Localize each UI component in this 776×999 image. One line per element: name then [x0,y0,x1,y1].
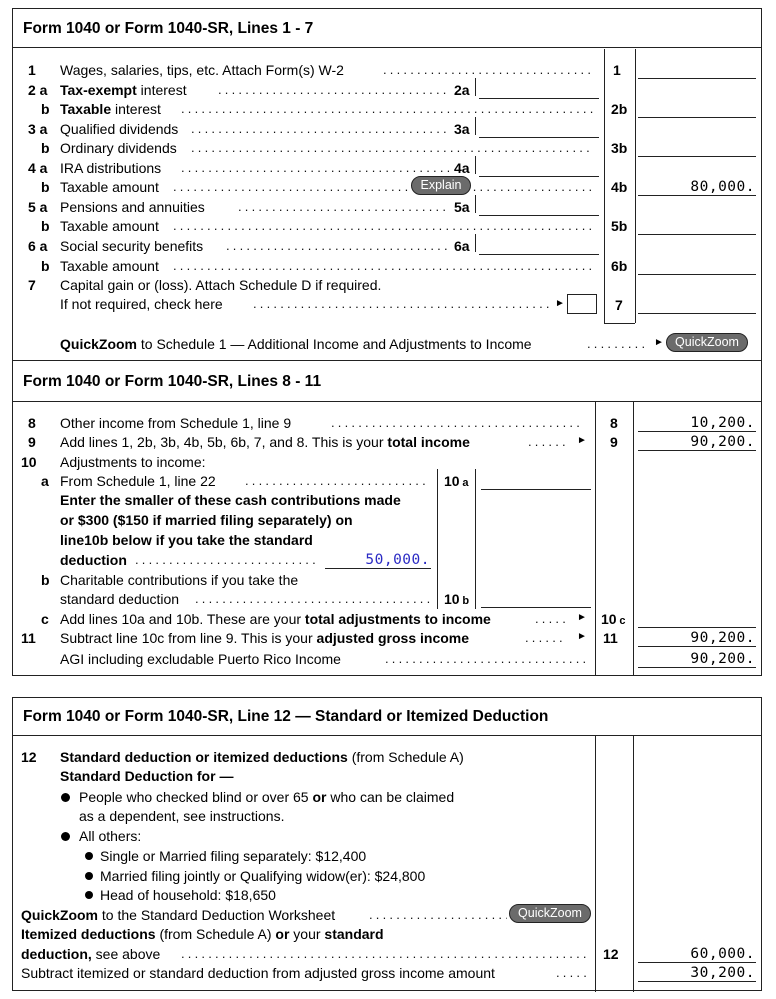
line-letter: b [41,101,50,117]
right-pointer-arrow-icon: ► [577,435,587,446]
box-label: 4b [611,179,628,195]
line-4b-amount: 80,000. [690,179,755,195]
bullet-icon [85,872,93,880]
column-divider [604,49,605,323]
box-label: 9 [610,434,618,450]
column-divider [635,49,636,323]
section-lines-1-7 [12,8,762,361]
line-label: Pensions and annuities [60,199,205,215]
section-lines-8-11 [12,360,762,676]
box-label: 4a [454,160,470,176]
line-label: Other income from Schedule 1, line 9 [60,415,292,431]
column-divider [595,736,596,992]
right-pointer-arrow-icon: ► [577,631,587,642]
box-label: 10 b [444,591,470,607]
line-label: Add lines 10a and 10b. These are your total adjustments to income [60,611,491,627]
line-label: Ordinary dividends [60,140,177,156]
leader-dots [135,551,320,569]
all-others-label: All others: [79,828,142,844]
line-number: 11 [21,630,36,646]
bullet-icon [85,891,93,899]
box-label: 3a [454,121,470,137]
leader-dots [369,906,507,924]
leader-dots [238,198,449,216]
line-6a-amount-field[interactable] [479,237,599,255]
line-letter: b [41,140,50,156]
right-pointer-arrow-icon: ► [654,337,664,348]
line-11-amount: 90,200. [690,630,755,646]
line-letter: b [41,179,50,195]
leader-dots [195,590,430,608]
line-label-continued: standard deduction [60,591,180,607]
right-pointer-arrow-icon: ► [555,298,565,309]
leader-dots [191,120,449,138]
leader-dots [173,178,593,196]
column-divider [633,736,634,992]
line-label: Taxable interest [60,101,161,117]
contribution-instruction: Enter the smaller of these cash contributions made [60,492,401,508]
line-7-checkbox[interactable] [567,294,597,314]
column-bottom [604,323,635,324]
leader-dots [385,650,590,668]
line-label: Subtract line 10c from line 9. This is your adjusted gross income [60,630,470,646]
line-label: Add lines 1, 2b, 3b, 4b, 5b, 6b, 7, and 8. This is your total income [60,434,470,450]
line-label: Taxable amount [60,218,159,234]
section-title: Form 1040 or Form 1040-SR, Lines 8 - 11 [13,361,761,402]
subtract-amount: 30,200. [690,965,755,981]
line-number: 10 [21,454,37,470]
line-label: Social security benefits [60,238,204,254]
leader-dots [226,237,449,255]
leader-dots [253,295,553,313]
people-blind-label-continued: as a dependent, see instructions. [79,808,285,824]
line-letter: a [41,473,49,489]
bullet-icon [61,793,70,802]
section-title: Form 1040 or Form 1040-SR, Line 12 — Standard or Itemized Deduction [13,698,761,736]
box-label: 2b [611,101,628,117]
column-divider [633,402,634,676]
line-letter: b [41,572,50,588]
hoh-deduction-label: Head of household: $18,650 [100,887,276,903]
line-2b-amount-field[interactable] [638,100,756,118]
box-label: 5a [454,199,470,215]
box-label: 10 c [601,611,626,627]
standard-deduction-for-label: Standard Deduction for — [60,768,234,784]
line-label: Standard deduction or itemized deductions (from Schedule A) [60,749,464,765]
box-divider [475,117,476,135]
box-label: 10 a [444,473,469,489]
line-number: 3 a [28,121,48,137]
section-title: Form 1040 or Form 1040-SR, Lines 1 - 7 [13,9,761,48]
mfj-deduction-label: Married filing jointly or Qualifying widow(er): $24,800 [100,868,426,884]
quickzoom-worksheet-button[interactable]: QuickZoom [509,904,591,923]
itemized-deductions-label: Itemized deductions (from Schedule A) or your standard [21,926,384,942]
line-4a-amount-field[interactable] [479,159,599,177]
bullet-icon [85,852,93,860]
line-label: Wages, salaries, tips, etc. Attach Form(s) W-2 [60,62,344,78]
leader-dots [331,414,583,432]
line-number: 4 a [28,160,48,176]
single-deduction-label: Single or Married filing separately: $12,400 [100,848,367,864]
leader-dots [383,61,593,79]
box-label: 6a [454,238,470,254]
line-10b-amount-field[interactable] [481,590,591,608]
line-letter: b [41,218,50,234]
itemized-deductions-label-continued: deduction, see above [21,946,161,962]
box-divider [475,234,476,252]
subtract-deduction-label: Subtract itemized or standard deduction from adjusted gross income amount [21,965,495,981]
contribution-amount: 50,000. [365,552,430,568]
line-3b-amount-field[interactable] [638,139,756,157]
line-10a-amount-field[interactable] [481,472,591,490]
leader-dots [556,964,588,982]
leader-dots [181,100,593,118]
box-divider [475,78,476,96]
line-label: IRA distributions [60,160,162,176]
quickzoom-schedule-1-label: QuickZoom to Schedule 1 — Additional Income and Adjustments to Income [60,336,532,352]
line-7-amount-field[interactable] [638,296,756,314]
explain-button[interactable]: Explain [411,176,471,195]
line-letter: c [41,611,49,627]
box-label: 2a [454,82,470,98]
people-blind-label: People who checked blind or over 65 or who can be claimed [79,789,455,805]
contribution-instruction: line10b below if you take the standard [60,532,313,548]
leader-dots [181,945,586,963]
box-label: 8 [610,415,618,431]
line-label: From Schedule 1, line 22 [60,473,216,489]
box-divider [475,156,476,174]
box-label: 12 [603,946,619,962]
agi-puerto-rico-amount: 90,200. [690,651,755,667]
line-1-amount-field[interactable] [638,61,756,79]
box-label: 6b [611,258,628,274]
quickzoom-schedule-1-button[interactable]: QuickZoom [666,333,748,352]
line-label: Charitable contributions if you take the [60,572,299,588]
line-10c-amount-field[interactable] [638,610,756,628]
leader-dots [587,335,649,353]
line-9-amount: 90,200. [690,434,755,450]
contribution-instruction: deduction [60,552,127,568]
leader-dots [245,472,430,490]
line-letter: b [41,258,50,274]
line-6b-amount-field[interactable] [638,257,756,275]
line-number: 1 [28,62,36,78]
leader-dots [525,629,565,647]
line-number: 12 [21,749,37,765]
leader-dots [191,139,593,157]
box-label: 11 [603,630,618,646]
line-2a-amount-field[interactable] [479,81,599,99]
line-label: Taxable amount [60,179,159,195]
line-5a-amount-field[interactable] [479,198,599,216]
quickzoom-worksheet-label: QuickZoom to the Standard Deduction Worksheet [21,907,336,923]
line-label-continued: If not required, check here [60,296,223,312]
box-label: 7 [615,297,623,313]
leader-dots [528,433,566,451]
line-label: Capital gain or (loss). Attach Schedule D if required. [60,277,382,293]
line-8-amount: 10,200. [690,415,755,431]
line-label: Adjustments to income: [60,454,206,470]
line-12-amount: 60,000. [690,946,755,962]
box-divider [475,195,476,213]
box-label: 5b [611,218,628,234]
line-number: 8 [28,415,36,431]
leader-dots [218,81,448,99]
line-number: 7 [28,277,36,293]
leader-dots [181,159,449,177]
line-label: Taxable amount [60,258,159,274]
bullet-icon [61,832,70,841]
box-label: 3b [611,140,628,156]
box-divider [437,469,438,609]
line-label: Qualified dividends [60,121,179,137]
line-3a-amount-field[interactable] [479,120,599,138]
right-pointer-arrow-icon: ► [577,612,587,623]
leader-dots [535,610,565,628]
column-divider [595,402,596,676]
section-line-12 [12,697,762,991]
line-5b-amount-field[interactable] [638,217,756,235]
leader-dots [173,217,593,235]
contribution-instruction: or $300 ($150 if married filing separately) on [60,512,353,528]
leader-dots [173,257,593,275]
line-number: 9 [28,434,36,450]
line-number: 2 a [28,82,48,98]
agi-puerto-rico-label: AGI including excludable Puerto Rico Income [60,651,341,667]
line-number: 6 a [28,238,48,254]
box-divider [475,469,476,609]
line-number: 5 a [28,199,48,215]
box-label: 1 [613,62,621,78]
line-label: Tax-exempt interest [60,82,187,98]
